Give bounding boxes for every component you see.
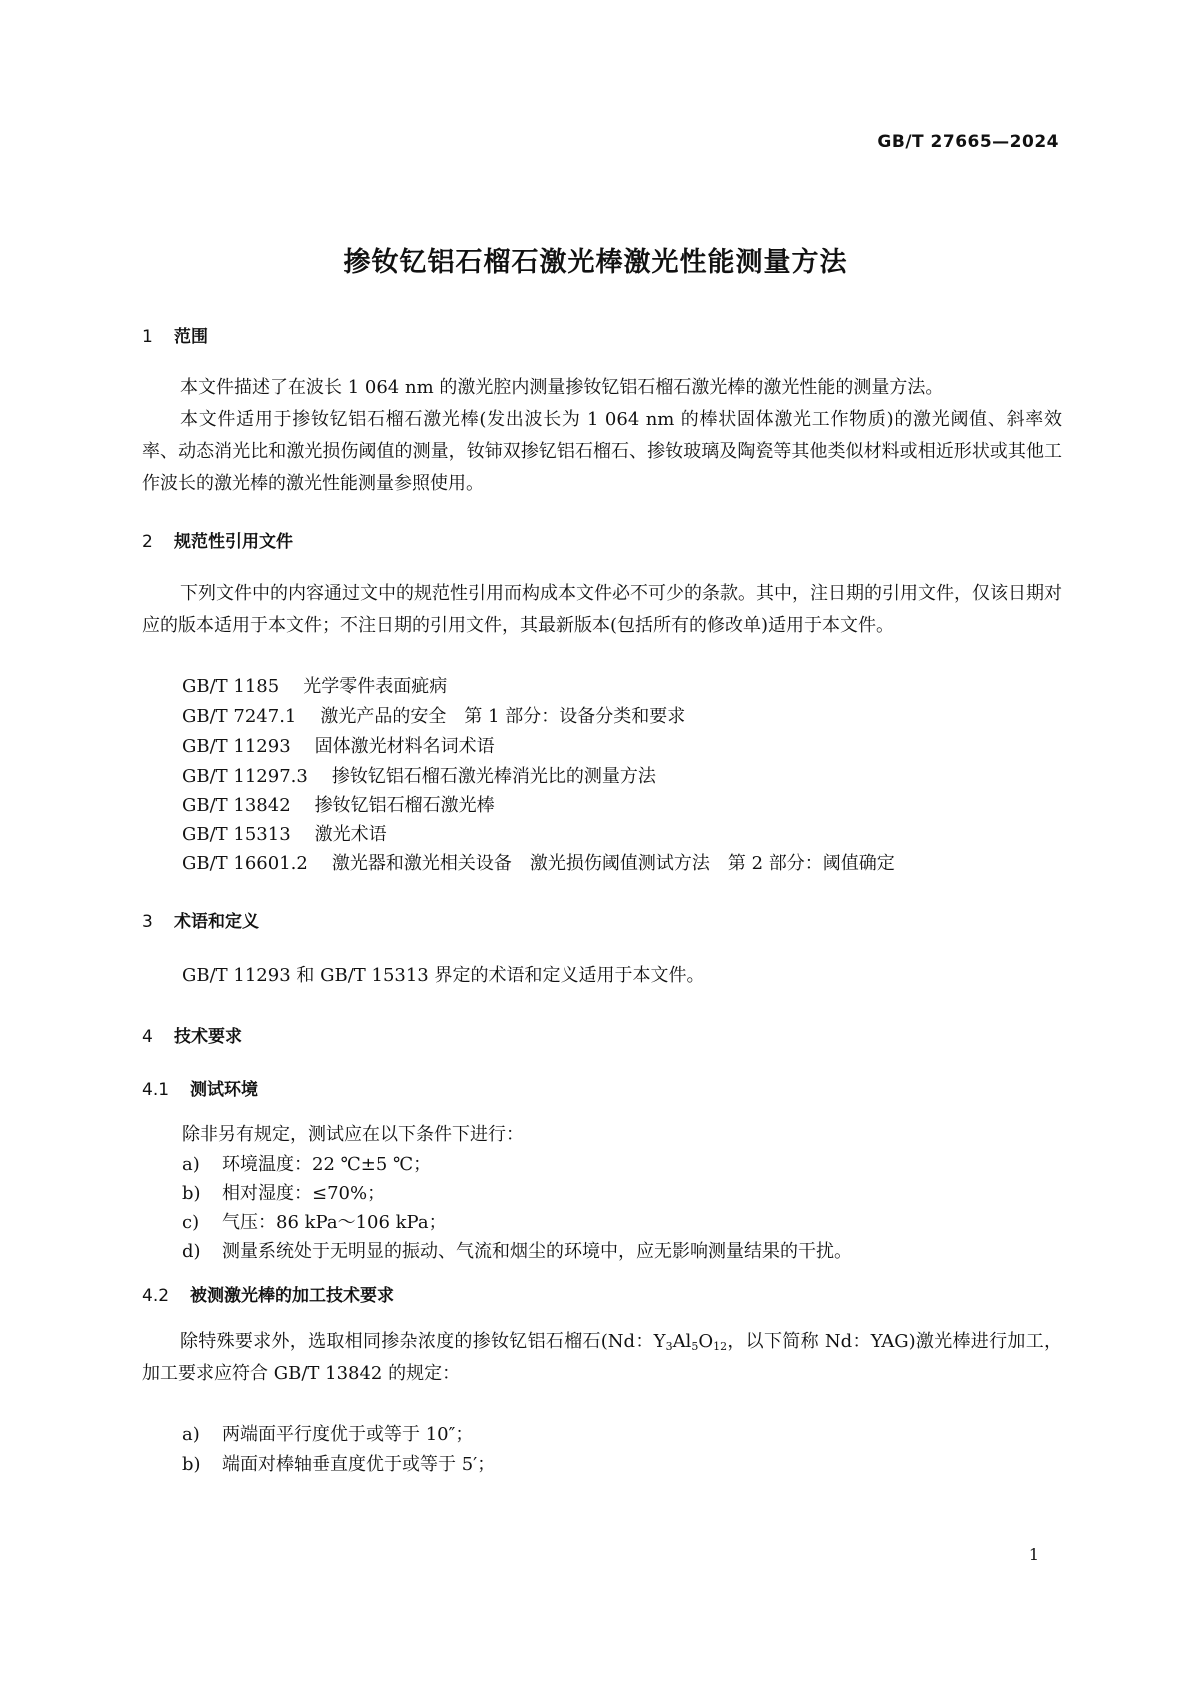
reference-title: 光学零件表面疵病 xyxy=(303,676,448,697)
list-text: 气压：86 kPa～106 kPa； xyxy=(222,1212,447,1233)
reference-item xyxy=(182,820,387,846)
reference-title: 固体激光材料名词术语 xyxy=(314,736,495,757)
section-number: 4.1 xyxy=(142,1080,170,1100)
list-label: c) xyxy=(182,1212,200,1233)
section-number: 4.2 xyxy=(142,1286,170,1306)
section-4-2-heading xyxy=(142,1281,394,1306)
reference-code: GB/T 16601.2 xyxy=(182,853,308,874)
reference-title: 激光器和激光相关设备 激光损伤阈值测试方法 第 2 部分：阈值确定 xyxy=(331,853,895,874)
list-label: b) xyxy=(182,1454,201,1475)
section-number: 4 xyxy=(142,1027,153,1047)
section-title: 被测激光棒的加工技术要求 xyxy=(190,1286,394,1306)
section-title: 范围 xyxy=(174,327,208,347)
paragraph: GB/T 11293 和 GB/T 15313 界定的术语和定义适用于本文件。 xyxy=(182,965,705,986)
reference-item xyxy=(182,849,895,875)
reference-item xyxy=(182,702,685,728)
reference-item xyxy=(182,791,495,817)
reference-title: 激光术语 xyxy=(314,824,387,845)
list-item xyxy=(182,1237,852,1263)
reference-code: GB/T 15313 xyxy=(182,824,291,845)
paragraph: 除特殊要求外，选取相同掺杂浓度的掺钕钇铝石榴石(Nd：$Y_3Al_5O_{12}$，以下简称 Nd：YAG)激光棒进行加工，加工要求应符合 GB/T 13842 的规定： xyxy=(142,1331,1062,1384)
section-number: 3 xyxy=(142,912,153,932)
list-item xyxy=(182,1208,447,1234)
paragraph: 本文件描述了在波长 1 064 nm 的激光腔内测量掺钕钇铝石榴石激光棒的激光性能的测量方法。 xyxy=(180,377,944,398)
list-text: 测量系统处于无明显的振动、气流和烟尘的环境中，应无影响测量结果的干扰。 xyxy=(222,1241,852,1262)
list-text: 环境温度：22 ℃±5 ℃； xyxy=(222,1154,432,1175)
reference-code: GB/T 13842 xyxy=(182,795,291,816)
section-title: 规范性引用文件 xyxy=(174,532,293,552)
section-number: 1 xyxy=(142,327,153,347)
list-text: 相对湿度：≤70%； xyxy=(222,1183,386,1204)
reference-title: 掺钕钇铝石榴石激光棒 xyxy=(314,795,495,816)
list-item xyxy=(182,1450,495,1476)
section-title: 术语和定义 xyxy=(174,912,259,932)
section-3-heading xyxy=(142,907,259,932)
section-title: 测试环境 xyxy=(190,1080,258,1100)
list-text: 两端面平行度优于或等于 10″； xyxy=(222,1424,474,1445)
list-text: 端面对棒轴垂直度优于或等于 5′； xyxy=(222,1454,496,1475)
reference-title: 激光产品的安全 第 1 部分：设备分类和要求 xyxy=(320,706,686,727)
section-number: 2 xyxy=(142,532,153,552)
page-number: 1 xyxy=(1028,1545,1039,1564)
list-item xyxy=(182,1420,473,1446)
reference-code: GB/T 11293 xyxy=(182,736,291,757)
section-1-heading xyxy=(142,322,208,347)
section-4-heading xyxy=(142,1022,242,1047)
list-label: d) xyxy=(182,1241,201,1262)
paragraph: 下列文件中的内容通过文中的规范性引用而构成本文件必不可少的条款。其中，注日期的引用文件，仅该日期对应的版本适用于本文件；不注日期的引用文件，其最新版本(包括所有的修改单)适用于本文件。 xyxy=(142,583,1062,636)
paragraph: 本文件适用于掺钕钇铝石榴石激光棒(发出波长为 1 064 nm 的棒状固体激光工作物质)的激光阈值、斜率效率、动态消光比和激光损伤阈值的测量，钕铈双掺钇铝石榴石、掺钕玻璃及陶瓷等其他类似材料或相近形状或其他工作波长的激光棒的激光性能测量参照使用。 xyxy=(142,409,1062,494)
reference-item xyxy=(182,672,447,698)
list-item xyxy=(182,1150,431,1176)
reference-item xyxy=(182,762,656,788)
reference-title: 掺钕钇铝石榴石激光棒消光比的测量方法 xyxy=(331,766,656,787)
paragraph: 除非另有规定，测试应在以下条件下进行： xyxy=(182,1124,524,1145)
list-item xyxy=(182,1179,385,1205)
reference-code: GB/T 7247.1 xyxy=(182,706,297,727)
reference-code: GB/T 1185 xyxy=(182,676,280,697)
section-title: 技术要求 xyxy=(174,1027,242,1047)
reference-item xyxy=(182,732,495,758)
list-label: b) xyxy=(182,1183,201,1204)
list-label: a) xyxy=(182,1154,200,1175)
document-title: 掺钕钇铝石榴石激光棒激光性能测量方法 xyxy=(343,247,848,278)
list-label: a) xyxy=(182,1424,200,1445)
section-2-heading xyxy=(142,527,293,552)
section-4-1-heading xyxy=(142,1075,258,1100)
standard-code: GB/T 27665—2024 xyxy=(877,132,1059,152)
reference-code: GB/T 11297.3 xyxy=(182,766,308,787)
